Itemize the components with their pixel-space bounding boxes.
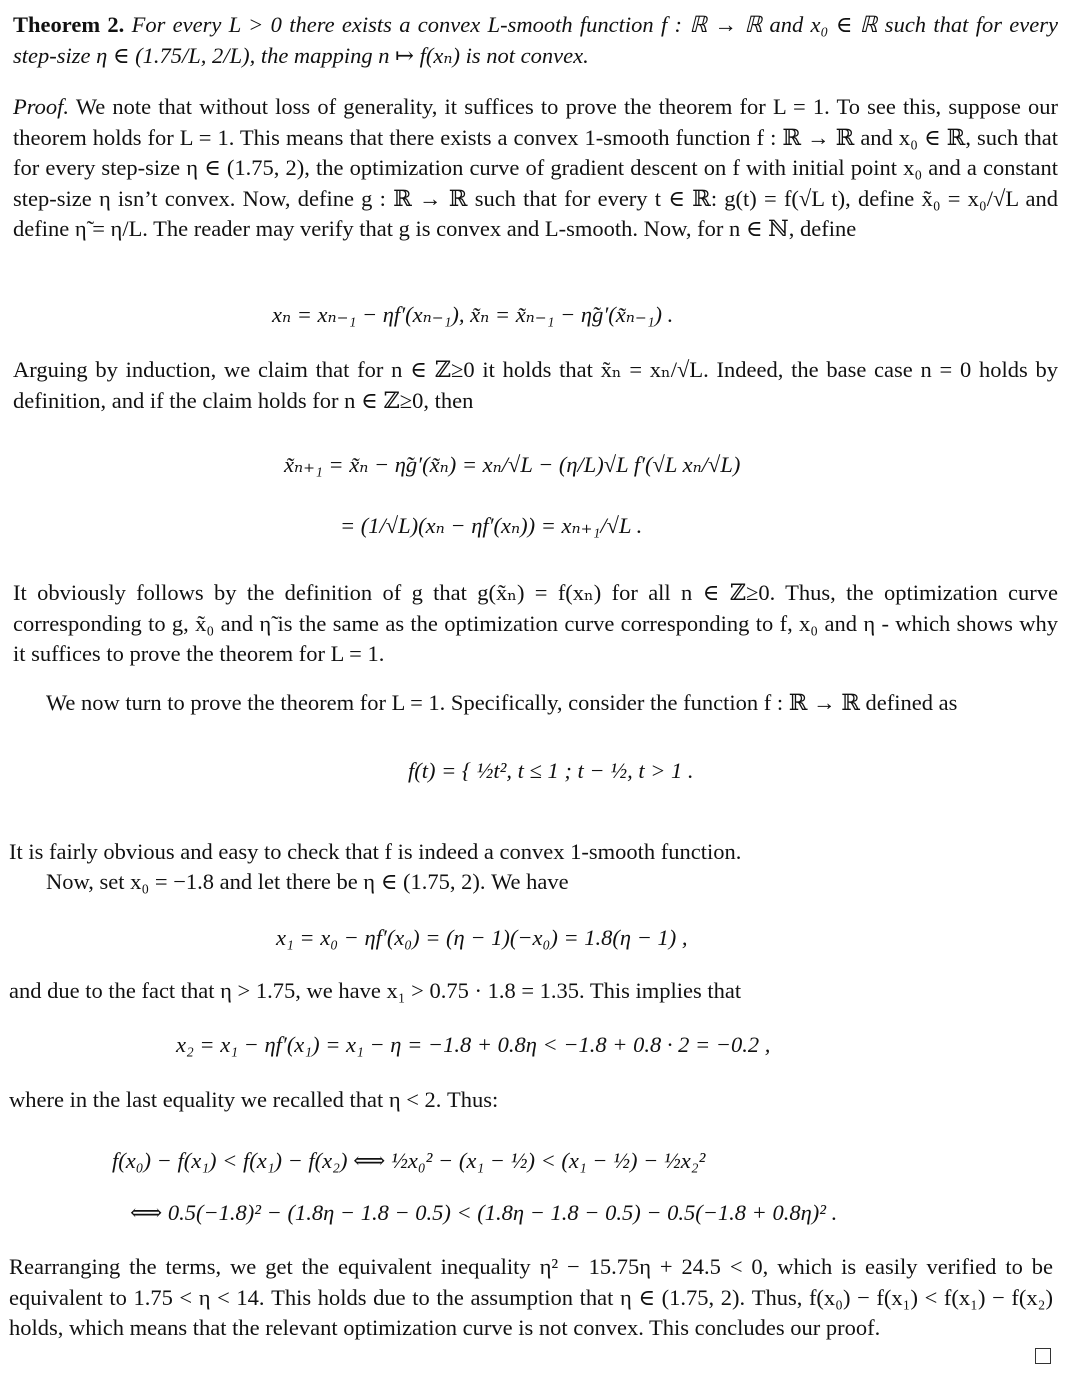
proof-paragraph-2: Arguing by induction, we claim that for n ∈ ℤ≥0 it holds that x̃ₙ = xₙ/√L. Indeed, the base case n = 0 holds by definition, and if the claim holds for n ∈ ℤ≥0, then	[13, 357, 1058, 413]
proof-paragraph-4: We now turn to prove the theorem for L = 1. Specifically, consider the function f : ℝ → ℝ defined as	[46, 690, 958, 715]
equation-induction-line-1: x̃ₙ₊₁ = x̃ₙ − η̃g′(x̃ₙ) = xₙ/√L − (η/L)√L f′(√L xₙ/√L)	[284, 452, 741, 477]
equation-convexity-line-1: f(x₀) − f(x₁) < f(x₁) − f(x₂) ⟺ ½x₀² − (x₁ − ½) < (x₁ − ½) − ½x₂²	[112, 1148, 706, 1173]
proof-text-1: We note that without loss of generality, it suffices to prove the theorem for L = 1. To see this, suppose our theorem holds for L = 1. This means that there exists a convex 1-smooth function f : ℝ → ℝ and x₀ ∈ ℝ, such that for every step-size η ∈ (1.75, 2), the optimization curve of gradient descent on f with initial point x₀ and a constant step-size η isn’t convex. Now, define g : ℝ → ℝ such that for every t ∈ ℝ: g(t) = f(√L t), define x̃₀ = x₀/√L and define η̃ = η/L. The reader may verify that g is convex and L-smooth. Now, for n ∈ ℕ, define	[13, 94, 1058, 241]
proof-paragraph-6: Now, set x₀ = −1.8 and let there be η ∈ (1.75, 2). We have	[46, 869, 569, 894]
proof-paragraph-5: It is fairly obvious and easy to check that f is indeed a convex 1-smooth function.	[9, 839, 742, 864]
equation-piecewise-f: f(t) = { ½t², t ≤ 1 ; t − ½, t > 1 .	[408, 758, 694, 783]
theorem-text: For every L > 0 there exists a convex L-smooth function f : ℝ → ℝ and x₀ ∈ ℝ such that for every step-size η ∈ (1.75/L, 2/L), the mapping n ↦ f(xₙ) is not convex.	[13, 12, 1058, 68]
proof-paragraph-3: It obviously follows by the definition of g that g(x̃ₙ) = f(xₙ) for all n ∈ ℤ≥0. Thus, the optimization curve corresponding to g, x̃₀ and η̃ is the same as the optimization curve corresponding to f, x₀ and η - which shows why it suffices to prove the theorem for L = 1.	[13, 580, 1058, 666]
equation-x1: x₁ = x₀ − ηf′(x₀) = (η − 1)(−x₀) = 1.8(η − 1) ,	[276, 925, 688, 950]
equation-x2: x₂ = x₁ − ηf′(x₁) = x₁ − η = −1.8 + 0.8η < −1.8 + 0.8 · 2 = −0.2 ,	[176, 1032, 771, 1057]
proof-paragraph-1	[13, 92, 1058, 245]
proof-paragraph-9: Rearranging the terms, we get the equivalent inequality η² − 15.75η + 24.5 < 0, which is easily verified to be equivalent to 1.75 < η < 14. This holds due to the assumption that η ∈ (1.75, 2). Thus, f(x₀) − f(x₁) < f(x₁) − f(x₂) holds, which means that the relevant optimization curve is not convex. This concludes our proof.	[9, 1254, 1053, 1340]
theorem-label: Theorem 2.	[13, 12, 125, 37]
equation-gd-iterates: xₙ = xₙ₋₁ − ηf′(xₙ₋₁), x̃ₙ = x̃ₙ₋₁ − η̃g′(x̃ₙ₋₁) .	[272, 302, 674, 327]
theorem-statement	[13, 10, 1058, 71]
proof-paragraph-8: where in the last equality we recalled that η < 2. Thus:	[9, 1087, 499, 1112]
proof-paragraph-7: and due to the fact that η > 1.75, we have x₁ > 0.75 · 1.8 = 1.35. This implies that	[9, 978, 742, 1003]
equation-induction-line-2: = (1/√L)(xₙ − ηf′(xₙ)) = xₙ₊₁/√L .	[340, 513, 643, 538]
proof-label: Proof.	[13, 94, 70, 119]
equation-convexity-line-2: ⟺ 0.5(−1.8)² − (1.8η − 1.8 − 0.5) < (1.8η − 1.8 − 0.5) − 0.5(−1.8 + 0.8η)² .	[130, 1200, 838, 1225]
qed-square-icon	[1035, 1348, 1051, 1364]
